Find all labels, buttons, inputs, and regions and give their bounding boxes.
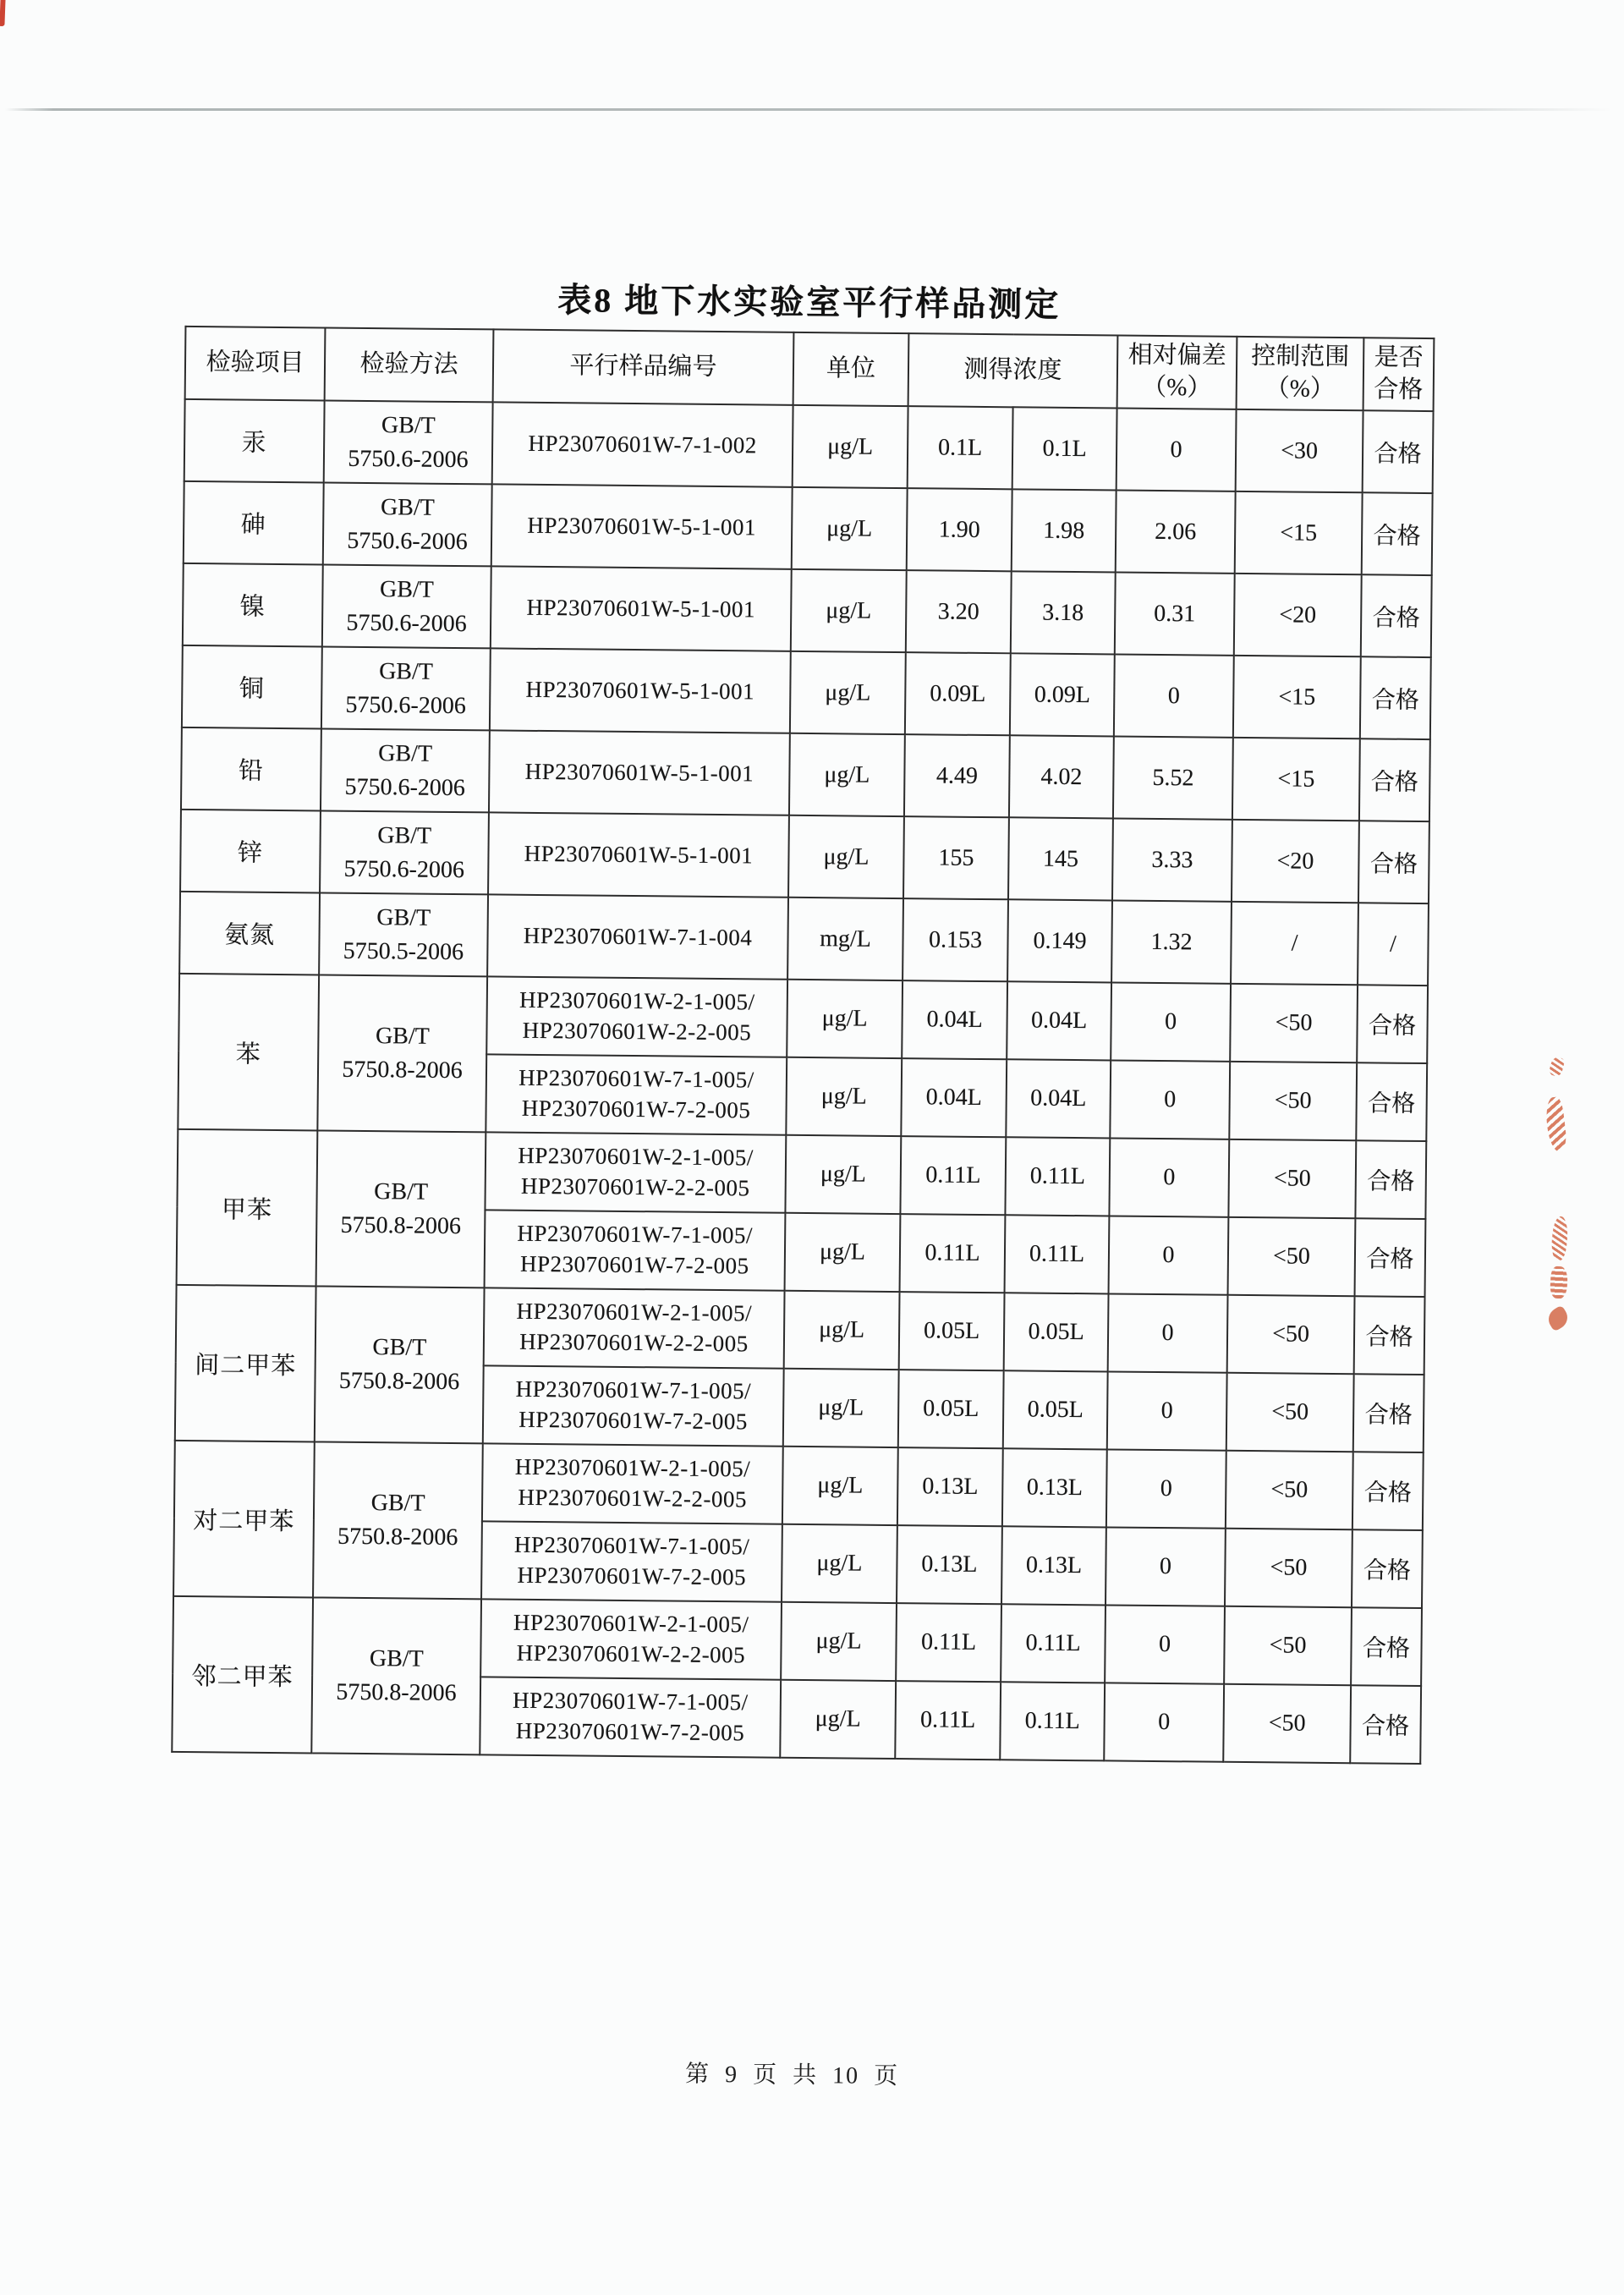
header-sample-id: 平行样品编号	[493, 329, 794, 404]
header-unit: 单位	[793, 332, 909, 406]
relative-deviation-cell: 0	[1106, 1449, 1226, 1528]
stamp-fragment-icon	[1549, 1057, 1566, 1078]
table-row	[177, 1129, 1426, 1219]
sample-id-cell: HP23070601W-7-1-005/ HP23070601W-7-2-005	[485, 1210, 786, 1290]
table-row	[178, 974, 1428, 1063]
sample-id-cell: HP23070601W-5-1-001	[488, 812, 789, 897]
header-qualified: 是否 合格	[1363, 338, 1435, 411]
qualified-cell: 合格	[1363, 410, 1434, 493]
concentration-2-cell: 0.149	[1007, 899, 1112, 982]
table-row	[181, 727, 1430, 821]
test-item-cell: 铅	[181, 727, 321, 811]
unit-cell: μg/L	[793, 405, 908, 488]
header-measured-concentration: 测得浓度	[908, 333, 1118, 408]
sample-id-cell: HP23070601W-5-1-001	[491, 566, 792, 651]
concentration-1-cell: 0.09L	[905, 652, 1011, 735]
concentration-2-cell: 3.18	[1011, 571, 1116, 654]
unit-cell: μg/L	[780, 1680, 896, 1759]
control-range-cell: <15	[1235, 491, 1363, 574]
unit-cell: μg/L	[785, 1135, 901, 1214]
concentration-1-cell: 0.05L	[899, 1292, 1005, 1370]
qualified-cell: 合格	[1355, 1218, 1426, 1297]
relative-deviation-cell: 1.32	[1111, 900, 1232, 983]
header-control-range: 控制范围 （%）	[1237, 337, 1364, 410]
qualified-cell: 合格	[1360, 656, 1431, 739]
concentration-1-cell: 0.04L	[902, 980, 1007, 1059]
relative-deviation-cell: 0	[1107, 1371, 1227, 1450]
concentration-1-cell: 1.90	[907, 488, 1012, 571]
table-row	[183, 563, 1432, 657]
results-table	[171, 326, 1435, 1765]
concentration-2-cell: 0.11L	[1005, 1137, 1110, 1216]
control-range-cell: <50	[1223, 1684, 1351, 1763]
qualified-cell: 合格	[1352, 1452, 1424, 1530]
test-item-cell: 汞	[184, 399, 325, 483]
table-row	[182, 645, 1431, 739]
concentration-1-cell: 0.1L	[908, 406, 1013, 489]
test-item-cell: 邻二甲苯	[172, 1596, 313, 1754]
concentration-2-cell: 0.05L	[1003, 1370, 1108, 1449]
unit-cell: μg/L	[789, 733, 905, 816]
control-range-cell: <50	[1226, 1451, 1353, 1529]
test-method-cell: GB/T 5750.6-2006	[321, 728, 490, 812]
relative-deviation-cell: 0	[1111, 982, 1231, 1061]
sample-id-cell: HP23070601W-7-1-005/ HP23070601W-7-2-005	[486, 1054, 787, 1134]
control-range-cell: <50	[1224, 1606, 1352, 1685]
relative-deviation-cell: 2.06	[1116, 490, 1236, 573]
control-range-cell: <15	[1233, 656, 1361, 738]
test-method-cell: GB/T 5750.8-2006	[317, 975, 487, 1132]
unit-cell: μg/L	[783, 1369, 899, 1447]
sample-id-cell: HP23070601W-5-1-001	[489, 730, 790, 815]
qualified-cell: 合格	[1358, 821, 1429, 903]
concentration-2-cell: 145	[1008, 817, 1113, 900]
relative-deviation-cell: 0	[1116, 408, 1237, 491]
table-body	[172, 399, 1433, 1764]
qualified-cell: 合格	[1352, 1529, 1423, 1608]
concentration-1-cell: 0.13L	[897, 1447, 1003, 1526]
test-item-cell: 砷	[184, 481, 324, 565]
concentration-2-cell: 0.09L	[1010, 653, 1115, 736]
unit-cell: μg/L	[782, 1524, 897, 1603]
qualified-cell: 合格	[1350, 1685, 1421, 1764]
test-method-cell: GB/T 5750.8-2006	[313, 1441, 483, 1599]
concentration-1-cell: 0.11L	[900, 1136, 1006, 1215]
concentration-2-cell: 0.13L	[1001, 1526, 1106, 1605]
concentration-1-cell: 0.11L	[895, 1681, 1001, 1760]
concentration-2-cell: 1.98	[1012, 489, 1116, 572]
relative-deviation-cell: 0.31	[1115, 572, 1235, 655]
sample-id-cell: HP23070601W-7-1-005/ HP23070601W-7-2-005	[480, 1677, 781, 1757]
stamp-fragment-icon	[1550, 1266, 1568, 1299]
concentration-2-cell: 0.04L	[1006, 1059, 1111, 1138]
qualified-cell: 合格	[1361, 574, 1432, 657]
unit-cell: μg/L	[785, 1213, 901, 1292]
test-method-cell: GB/T 5750.6-2006	[321, 646, 491, 730]
unit-cell: μg/L	[786, 1057, 902, 1136]
relative-deviation-cell: 0	[1108, 1293, 1228, 1372]
test-item-cell: 间二甲苯	[175, 1285, 316, 1442]
concentration-2-cell: 0.13L	[1002, 1448, 1107, 1527]
table-row	[173, 1596, 1422, 1686]
concentration-1-cell: 155	[903, 816, 1009, 899]
relative-deviation-cell: 3.33	[1112, 818, 1232, 901]
test-item-cell: 镍	[183, 563, 323, 647]
test-item-cell: 锌	[180, 810, 321, 893]
test-method-cell: GB/T 5750.6-2006	[323, 482, 492, 566]
control-range-cell: <50	[1227, 1295, 1355, 1374]
relative-deviation-cell: 0	[1109, 1216, 1229, 1294]
unit-cell: μg/L	[788, 815, 904, 898]
scan-fold-line	[5, 108, 1612, 111]
header-row	[185, 327, 1435, 411]
control-range-cell: <20	[1232, 820, 1359, 903]
concentration-1-cell: 0.05L	[898, 1370, 1004, 1448]
unit-cell: μg/L	[787, 980, 903, 1058]
sample-id-cell: HP23070601W-7-1-005/ HP23070601W-7-2-005	[481, 1521, 782, 1601]
qualified-cell: /	[1358, 903, 1429, 986]
stamp-fragment-icon	[1544, 1304, 1572, 1331]
test-item-cell: 甲苯	[177, 1129, 318, 1287]
concentration-2-cell: 0.04L	[1007, 981, 1111, 1060]
unit-cell: μg/L	[784, 1291, 900, 1370]
control-range-cell: <15	[1232, 738, 1360, 821]
sample-id-cell: HP23070601W-7-1-005/ HP23070601W-7-2-005	[483, 1365, 784, 1446]
page-number: 第 9 页 共 10 页	[684, 2061, 900, 2090]
concentration-1-cell: 0.11L	[896, 1603, 1001, 1682]
test-item-cell: 铜	[182, 645, 322, 729]
concentration-2-cell: 0.11L	[1000, 1682, 1105, 1760]
relative-deviation-cell: 0	[1105, 1605, 1225, 1683]
test-item-cell: 对二甲苯	[173, 1441, 315, 1598]
concentration-1-cell: 4.49	[904, 734, 1010, 817]
relative-deviation-cell: 0	[1104, 1683, 1224, 1761]
table-title: 表8 地下水实验室平行样品测定	[557, 281, 1062, 324]
unit-cell: mg/L	[787, 898, 903, 980]
table-row	[184, 481, 1433, 575]
unit-cell: μg/L	[790, 651, 906, 734]
test-item-cell: 苯	[178, 974, 319, 1131]
sample-id-cell: HP23070601W-2-1-005/ HP23070601W-2-2-005	[485, 1132, 786, 1212]
control-range-cell: <50	[1226, 1373, 1354, 1452]
concentration-2-cell: 0.11L	[1001, 1604, 1106, 1683]
table-row	[174, 1441, 1424, 1530]
relative-deviation-cell: 5.52	[1113, 736, 1233, 819]
control-range-cell: <20	[1234, 574, 1362, 656]
table-row	[176, 1285, 1425, 1375]
qualified-cell: 合格	[1354, 1296, 1425, 1375]
qualified-cell: 合格	[1356, 1062, 1427, 1141]
qualified-cell: 合格	[1362, 492, 1433, 575]
control-range-cell: <50	[1230, 984, 1358, 1062]
header-test-item: 检验项目	[185, 327, 326, 401]
concentration-2-cell: 4.02	[1009, 735, 1114, 818]
control-range-cell: <50	[1229, 1062, 1357, 1140]
test-method-cell: GB/T 5750.6-2006	[320, 810, 489, 894]
concentration-1-cell: 0.13L	[897, 1525, 1002, 1604]
test-method-cell: GB/T 5750.5-2006	[319, 892, 488, 976]
sample-id-cell: HP23070601W-2-1-005/ HP23070601W-2-2-005	[484, 1288, 785, 1368]
test-method-cell: GB/T 5750.8-2006	[311, 1597, 481, 1754]
sample-id-cell: HP23070601W-7-1-002	[492, 402, 793, 486]
test-method-cell: GB/T 5750.6-2006	[324, 401, 493, 485]
control-range-cell: /	[1231, 902, 1358, 985]
table-row	[184, 399, 1434, 493]
unit-cell: μg/L	[782, 1447, 898, 1525]
test-method-cell: GB/T 5750.8-2006	[316, 1130, 486, 1288]
qualified-cell: 合格	[1359, 738, 1430, 821]
control-range-cell: <30	[1236, 409, 1363, 492]
document-content	[168, 276, 1434, 2096]
relative-deviation-cell: 0	[1109, 1138, 1229, 1216]
table-row	[180, 810, 1429, 903]
relative-deviation-cell: 0	[1114, 654, 1234, 737]
unit-cell: μg/L	[781, 1602, 897, 1681]
control-range-cell: <50	[1225, 1529, 1352, 1607]
concentration-1-cell: 0.153	[903, 898, 1008, 981]
test-method-cell: GB/T 5750.8-2006	[315, 1286, 485, 1443]
sample-id-cell: HP23070601W-2-1-005/ HP23070601W-2-2-005	[486, 976, 787, 1057]
control-range-cell: <50	[1228, 1217, 1356, 1296]
sample-id-cell: HP23070601W-5-1-001	[491, 484, 793, 568]
unit-cell: μg/L	[792, 487, 908, 570]
table-row	[179, 892, 1429, 986]
concentration-1-cell: 3.20	[906, 570, 1012, 653]
unit-cell: μg/L	[791, 569, 907, 652]
qualified-cell: 合格	[1355, 1140, 1426, 1219]
red-corner-ink-mark	[0, 0, 6, 26]
sample-id-cell: HP23070601W-5-1-001	[490, 648, 791, 733]
sample-id-cell: HP23070601W-2-1-005/ HP23070601W-2-2-005	[480, 1599, 782, 1679]
concentration-2-cell: 0.11L	[1005, 1215, 1110, 1293]
test-item-cell: 氨氮	[179, 892, 320, 975]
qualified-cell: 合格	[1353, 1374, 1424, 1452]
concentration-1-cell: 0.04L	[901, 1058, 1007, 1137]
qualified-cell: 合格	[1357, 985, 1428, 1063]
concentration-2-cell: 0.1L	[1012, 407, 1117, 490]
relative-deviation-cell: 0	[1106, 1527, 1226, 1606]
concentration-1-cell: 0.11L	[900, 1214, 1006, 1293]
stamp-fragment-icon	[1544, 1096, 1568, 1152]
header-relative-deviation: 相对偏差 （%）	[1117, 336, 1237, 409]
header-test-method: 检验方法	[325, 328, 494, 403]
qualified-cell: 合格	[1351, 1607, 1422, 1686]
concentration-2-cell: 0.05L	[1004, 1293, 1109, 1371]
sample-id-cell: HP23070601W-7-1-004	[487, 894, 788, 979]
stamp-fragment-icon	[1550, 1216, 1569, 1261]
control-range-cell: <50	[1228, 1139, 1356, 1218]
sample-id-cell: HP23070601W-2-1-005/ HP23070601W-2-2-005	[482, 1443, 783, 1524]
test-method-cell: GB/T 5750.6-2006	[322, 564, 491, 648]
relative-deviation-cell: 0	[1110, 1060, 1230, 1139]
